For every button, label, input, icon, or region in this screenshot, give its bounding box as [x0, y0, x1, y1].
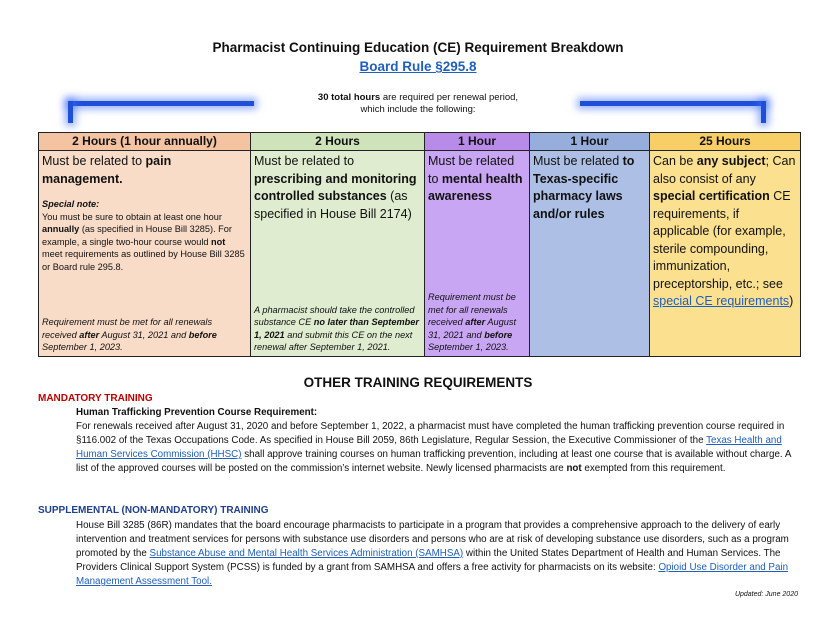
texas-main: Must be related to Texas-specific pharmacy laws and/or rules: [533, 154, 635, 221]
header-pain-management: 2 Hours (1 hour annually): [39, 133, 251, 151]
opioid-assessment-tool-link[interactable]: Opioid Use Disorder and Pain Management Assessment Tool.: [76, 562, 789, 587]
header-mental-health: 1 Hour: [425, 133, 530, 151]
table-body-row: [39, 151, 801, 357]
left-bracket-stem: [68, 101, 73, 123]
hhsc-link[interactable]: Texas Health and Human Services Commission (HHSC): [76, 435, 782, 460]
mandatory-training-label: MANDATORY TRAINING: [38, 393, 153, 404]
pain-main: Must be related to pain management.: [42, 154, 172, 186]
intro-total-hours: 30 total hours: [317, 92, 381, 103]
left-bracket-top: [68, 101, 254, 106]
supplemental-training-label: SUPPLEMENTAL (NON-MANDATORY) TRAINING: [38, 505, 269, 516]
special-ce-requirements-link[interactable]: special CE requirements: [653, 294, 790, 308]
mental-deadline: Requirement must be met for all renewals received after August 31, 2021 and before September 1, 2023.: [428, 292, 517, 353]
requirements-table: [38, 132, 801, 357]
board-rule-link-wrap: [0, 59, 836, 74]
cell-texas-law: [530, 151, 650, 357]
page-title: Pharmacist Continuing Education (CE) Requirement Breakdown: [212, 40, 624, 55]
header-any-subject: 25 Hours: [650, 133, 801, 151]
updated-date: Updated: June 2020: [734, 591, 798, 598]
intro-line2: which include the following:: [360, 104, 476, 115]
header-controlled-substances: 2 Hours: [251, 133, 425, 151]
board-rule-link[interactable]: Board Rule §295.8: [359, 59, 477, 74]
cell-pain-management: [39, 151, 251, 357]
human-trafficking-subhead: Human Trafficking Prevention Course Requirement:: [76, 407, 318, 418]
right-bracket-stem: [761, 101, 766, 123]
cell-mental-health: [425, 151, 530, 357]
controlled-deadline: A pharmacist should take the controlled substance CE no later than September 1, 2021 and submit this CE on the next renewal after September 1, 2021.: [254, 304, 419, 353]
controlled-main: Must be related to prescribing and monitoring controlled substances (as specified in House Bill 2174): [254, 154, 417, 221]
supplemental-paragraph: House Bill 3285 (86R) mandates that the board encourage pharmacists to participate in a program that provides a comprehensive approach to the delivery of early intervention and treatment services for persons with substance use disorders and persons who are at risk of developing substance use disorders, such as a program promoted by the Substance Abuse and Mental Health Services Administration (SAMHSA) within the United States Department of Health and Human Services. The Providers Clinical Support System (PCSS) is funded by a grant from SAMHSA and offers a free activity for pharmacists on its website: Opioid Use Disorder and Pain Management Assessment Tool.: [76, 520, 789, 587]
table-header-row: [39, 133, 801, 151]
intro-line1: are required per renewal period,: [380, 92, 519, 103]
human-trafficking-paragraph: For renewals received after August 31, 2020 and before September 1, 2022, a pharmacist must have completed the human trafficking prevention course required in §116.002 of the Texas Occupations Code. As specified in House Bill 2059, 86th Legislature, Regular Session, the Executive Commissioner of the Texas Health and Human Services Commission (HHSC) shall approve training courses on human trafficking prevention, including at least one course that is available without charge. A list of the approved courses will be posted on the commission’s internet website. Newly licensed pharmacists are not exempted from this requirement.: [76, 421, 791, 474]
mental-main: Must be related to mental health awareness: [428, 154, 523, 203]
cell-any-subject: [650, 151, 801, 357]
samhsa-link[interactable]: Substance Abuse and Mental Health Services Administration (SAMHSA): [149, 548, 464, 559]
cell-controlled-substances: [251, 151, 425, 357]
any-subject-main: Can be any subject; Can also consist of any special certification CE requirements, if applicable (for example, sterile compounding, immunization, preceptorship, etc.; see special CE requirements): [653, 154, 796, 308]
right-bracket-top: [580, 101, 766, 106]
pain-special-note: Special note: You must be sure to obtain at least one hour annually (as specified in House Bill 3285). For example, a single two-hour course would not meet requirements as outlined by House Bill 3285 or Board rule 295.8.: [42, 199, 245, 272]
other-requirements-title: OTHER TRAINING REQUIREMENTS: [303, 375, 533, 390]
pain-deadline: Requirement must be met for all renewals received after August 31, 2021 and before September 1, 2023.: [42, 317, 217, 353]
header-texas-law: 1 Hour: [530, 133, 650, 151]
